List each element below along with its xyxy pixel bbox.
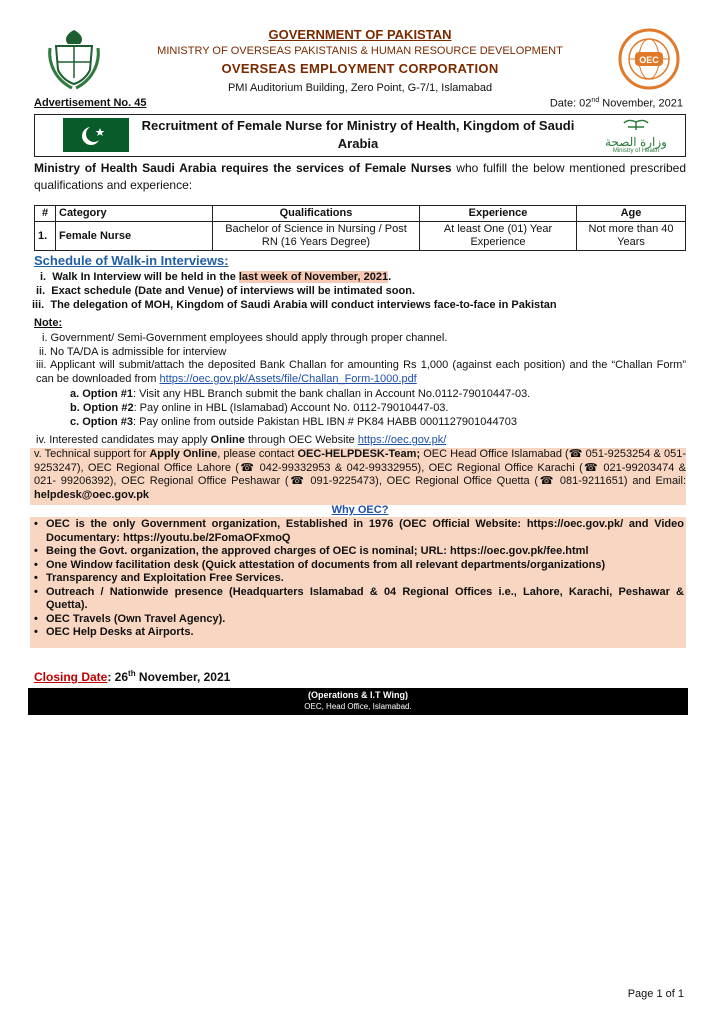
government-title: GOVERNMENT OF PAKISTAN [268, 27, 452, 42]
note-item-3: iii. Applicant will submit/attach the deposited Bank Challan for amounting Rs 1,000 (against each position) and the “Challan Form” can be downloaded from https://oec.gov.pk/Assets/file/Challan_Form-1000.pdf [36, 359, 686, 385]
list-item: • One Window facilitation desk (Quick attestation of documents from all relevant departments/organizations) [32, 559, 684, 573]
note-item-2: ii. No TA/DA is admissible for interview [39, 346, 227, 358]
oec-website-link[interactable]: https://oec.gov.pk/ [357, 434, 447, 446]
helpdesk-email[interactable]: helpdesk@oec.gov.pk [34, 488, 150, 501]
ad-date: Date: 02nd November, 2021 [549, 97, 683, 110]
palm-icon [616, 117, 656, 131]
why-oec-heading: Why OEC? [331, 504, 389, 516]
schedule-item-3: iii. The delegation of MOH, Kingdom of Saudi Arabia will conduct interviews face-to-face in Pakistan [32, 299, 557, 311]
title-box [34, 114, 686, 157]
footer-office: OEC, Head Office, Islamabad. [304, 702, 412, 711]
page-title: Recruitment of Female Nurse for Ministry of Health, Kingdom of Saudi Arabia [141, 118, 575, 151]
moh-logo: وزارة الصحة Ministry of Health [591, 117, 681, 153]
table-header-row: # Category Qualifications Experience Age [35, 206, 686, 222]
note-item-4: iv. Interested candidates may apply Online through OEC Website https://oec.gov.pk/ [36, 434, 447, 446]
oec-logo-text: OEC [639, 55, 659, 65]
page-number: Page 1 of 1 [627, 988, 684, 1000]
list-item: • Transparency and Exploitation Free Services. [32, 572, 684, 586]
table-row: 1. Female Nurse Bachelor of Science in Nursing / Post RN (16 Years Degree) At least One (01) Year Experience Not more than 40 Years [35, 222, 686, 251]
why-oec-list [32, 518, 684, 640]
ministry-name: MINISTRY OF OVERSEAS PAKISTANIS & HUMAN RESOURCE DEVELOPMENT [157, 45, 563, 57]
option-3: c. Option #3: Pay online from outside Pakistan HBL IBN # PK84 HABB 0001127901044703 [70, 416, 517, 428]
technical-support-box [30, 448, 686, 505]
note-item-1: i. Government/ Semi-Government employees should apply through proper channel. [42, 332, 448, 344]
advertisement-number: Advertisement No. 45 [34, 97, 147, 109]
list-item: • Being the Govt. organization, the approved charges of OEC is nominal; URL: https://oec.gov.pk/fee.html [32, 545, 684, 559]
option-1: a. Option #1: Visit any HBL Branch submit the bank challan in Account No.0112-79010447-03. [70, 388, 531, 400]
challan-form-link[interactable]: https://oec.gov.pk/Assets/file/Challan_Form-1000.pdf [159, 372, 417, 385]
pakistan-flag-icon [41, 118, 129, 152]
footer-bar [28, 688, 688, 715]
list-item: • Outreach / Nationwide presence (Headquarters Islamabad & 04 Regional Offices i.e., Lahore, Karachi, Peshawar & Quetta). [32, 586, 684, 613]
address: PMI Auditorium Building, Zero Point, G-7/1, Islamabad [227, 82, 493, 94]
note-item-5: v. Technical support for Apply Online, please contact OEC-HELPDESK-Team; OEC Head Office Islamabad (☎ 051-9253254 & 051-9253247), OEC Regional Office Lahore (☎ 042-99332953 & 042-99332955), OEC Regional Office Karachi (☎ 021-99203474 & 021- 99206392), OEC Regional Office Peshawar (☎ 091-9225473), OEC Regional Office Quetta (☎ 081-9211651) and Email: helpdesk@oec.gov.pk [34, 448, 686, 501]
option-2: b. Option #2: Pay online in HBL (Islamabad) Account No. 0112-79010447-03. [70, 402, 449, 414]
note-heading: Note: [34, 317, 63, 329]
footer-wing: (Operations & I.T Wing) [308, 690, 408, 700]
schedule-heading: Schedule of Walk-in Interviews: [34, 253, 229, 268]
intro-paragraph: Ministry of Health Saudi Arabia requires the services of Female Nurses who fulfill the below mentioned prescribed qualifications and experience: [34, 161, 687, 192]
closing-date: Closing Date: 26th November, 2021 [34, 669, 231, 684]
requirements-table [34, 205, 686, 251]
schedule-item-1: i. Walk In Interview will be held in the last week of November, 2021. [40, 271, 392, 283]
corporation-name: OVERSEAS EMPLOYMENT CORPORATION [221, 61, 499, 76]
list-item: • OEC is the only Government organization, Established in 1976 (OEC Official Website: https://oec.gov.pk/ and Video Documentary: https://youtu.be/2FomaOFxmoQ [32, 518, 684, 545]
why-oec-box [30, 517, 686, 648]
list-item: • OEC Travels (Own Travel Agency). [32, 613, 684, 627]
schedule-item-2: ii. Exact schedule (Date and Venue) of interviews will be intimated soon. [36, 285, 415, 297]
list-item: • OEC Help Desks at Airports. [32, 626, 684, 640]
